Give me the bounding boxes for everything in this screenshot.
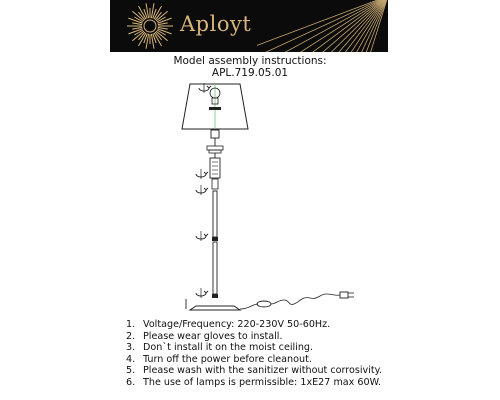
brand-banner	[110, 0, 388, 52]
lamp-base	[190, 306, 240, 310]
brand-name: Aployt	[180, 12, 252, 36]
instruction-item: 2. Please wear gloves to install.	[126, 330, 283, 342]
instruction-list	[126, 319, 382, 389]
base-connector	[212, 294, 218, 298]
model-code: APL.719.05.01	[211, 67, 289, 79]
instruction-item: 4. Turn off the power before cleanout.	[126, 353, 312, 365]
bulb-socket	[209, 107, 221, 110]
decorative-collar	[210, 158, 220, 178]
foot-switch-icon	[257, 301, 271, 307]
power-plug-icon	[340, 292, 354, 298]
instruction-item: 5. Please wash with the sanitizer without corrosivity.	[126, 365, 382, 377]
power-cable	[240, 304, 258, 309]
shade-fitting	[211, 130, 219, 138]
upper-tube	[213, 191, 217, 237]
ornamental-knob	[207, 146, 223, 158]
rotate-arrow-icon	[196, 185, 208, 195]
rotate-arrow-icon	[196, 169, 208, 179]
rotate-arrow-icon	[196, 288, 208, 298]
tube-connector	[212, 179, 218, 189]
instruction-item: 3. Don`t install it on the moist ceiling.	[126, 342, 314, 354]
lower-tube	[213, 242, 217, 294]
rotate-arrow-icon	[196, 231, 208, 241]
document-title: Model assembly instructions:	[173, 55, 327, 67]
instruction-item: 6. The use of lamps is permissible: 1xE27 max 60W.	[126, 376, 382, 388]
tube-joint	[212, 237, 218, 241]
assembly-diagram	[160, 78, 360, 318]
instruction-item: 1. Voltage/Frequency: 220-230V 50-60Hz.	[126, 319, 331, 330]
